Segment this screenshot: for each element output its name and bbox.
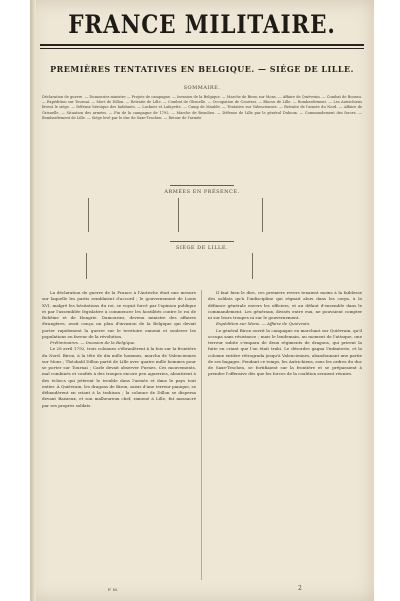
brace [178,198,181,232]
masthead-title: FRANCE MILITAIRE. [68,10,336,39]
page-number: 2 [298,585,302,592]
sommaire-text: Déclaration de guerre. — Dumouriez ministre — Projets de campagne. — Invasion de la Belgique. — Marche de Biron sur Mons. — Affaire de Quiévrain. — Combat de Boussu. — Expédition sur Tournai. — Mort de Dillon. — Retraite de Lille. — Combat de Glisuelle. — Occupation de Courtrai. — Blocus de Lille. — Bombardement. — Les Autrichiens lèvent le siège. — Défense héroïque des habitants. — Luckner et Lafayette. — Camp de Maulde. — Tentative sur Valenciennes. — Retraite de l'armée du Nord. — Affaire de Grisuelle. — Situation des armées. — Fin de la campagne de 1792. — Marche de Beaulieu. — Défense de Lille par le général Duhoux. — Commandement des forces. — Bombardement de Lille. — Siège levé par le duc de Saxe-Teschen. — Retour de l'armée. [42,95,362,120]
left-column [42,290,196,580]
brace [262,198,265,232]
armies-heading: ARMÉES EN PRÉSENCE. [164,189,240,195]
section-separator [170,185,234,186]
brace [86,253,89,279]
section-subheading: Préliminaires. — Invasion de la Belgique. [50,340,136,345]
paragraph: Le général Biron ouvrit la campagne en marchant sur Quiévrain, qu'il occupa sans résistance ; mais le lendemain, au moment de l'attaque, une terreur subite s'empara de deux régiments de dragons, qui prirent la fuite en criant que l'on était trahi. Le désordre gagna l'infanterie, et la colonne entière rétrograda jusqu'à Valenciennes, abandonnant une partie de ses bagages. Pendant ce temps, les Autrichiens, sous les ordres du duc de Saxe-Teschen, se fortifiaient sur la frontière et se préparaient à prendre l'offensive dès que les forces de la coalition seraient réunies. [208,327,362,377]
paragraph: Le 28 avril 1792, trois colonnes s'ébranlèrent à la fois sur la frontière du Nord. Biron, à la tête de dix mille hommes, marcha de Valenciennes sur Mons ; Théobald Dillon partit de Lille avec quatre mille hommes pour se porter sur Tournai ; Carle devait observer Furnes. Ces mouvements, mal combinés et confiés à des troupes encore peu aguerries, aboutirent à des échecs qui jetèrent le trouble dans l'armée et dans le pays tout entier. À Quiévrain, les dragons de Biron, saisis d'une terreur panique, se débandèrent en criant à la trahison ; la colonne de Dillon se dispersa devant Baisieux, et son malheureux chef, ramené à Lille, fut massacré par ses propres soldats. [42,346,196,408]
brace [252,253,255,279]
masthead-rule-thick [40,44,364,46]
paragraph: Il faut bien le dire, ces premiers revers tenaient moins à la faiblesse des soldats qu'à l'indiscipline qui régnait alors dans les corps, à la défiance générale envers les officiers, et au défaut d'ensemble dans le commandement. Les généraux, divisés entre eux, ne pouvaient compter ni sur leurs troupes ni sur le gouvernement. [208,290,362,320]
footer-signature: F. M. [108,587,119,592]
right-column [208,290,362,580]
column-divider [201,290,202,580]
brace [88,198,91,232]
siege-heading: SIÈGE DE LILLE. [175,245,229,251]
paragraph: La déclaration de guerre de la France à l'Autriche était une mesure sur laquelle les partis semblaient d'accord ; le gouvernement de Louis XVI, malgré les hésitations du roi, se voyait forcé par l'opinion publique et par l'assemblée législative à commencer les hostilités contre le roi de Bohême et de Hongrie. Dumouriez, devenu ministre des affaires étrangères, avait conçu un plan d'invasion de la Belgique qui devait porter rapidement la guerre sur le territoire ennemi et soulever les populations en faveur de la révolution. [42,290,196,339]
section-subheading: Expédition sur Mons. — Affaire de Quiévrain. [216,321,311,327]
sommaire-heading: SOMMAIRE. [183,85,221,91]
page-binding-shadow [30,0,36,601]
section-separator [170,241,234,242]
siege-table-illegible [42,251,362,281]
masthead-rule-thin [40,48,364,49]
armies-table-illegible [42,196,362,234]
article-title: PREMIÈRES TENTATIVES EN BELGIQUE. — SIÉGE DE LILLE. [50,64,354,74]
